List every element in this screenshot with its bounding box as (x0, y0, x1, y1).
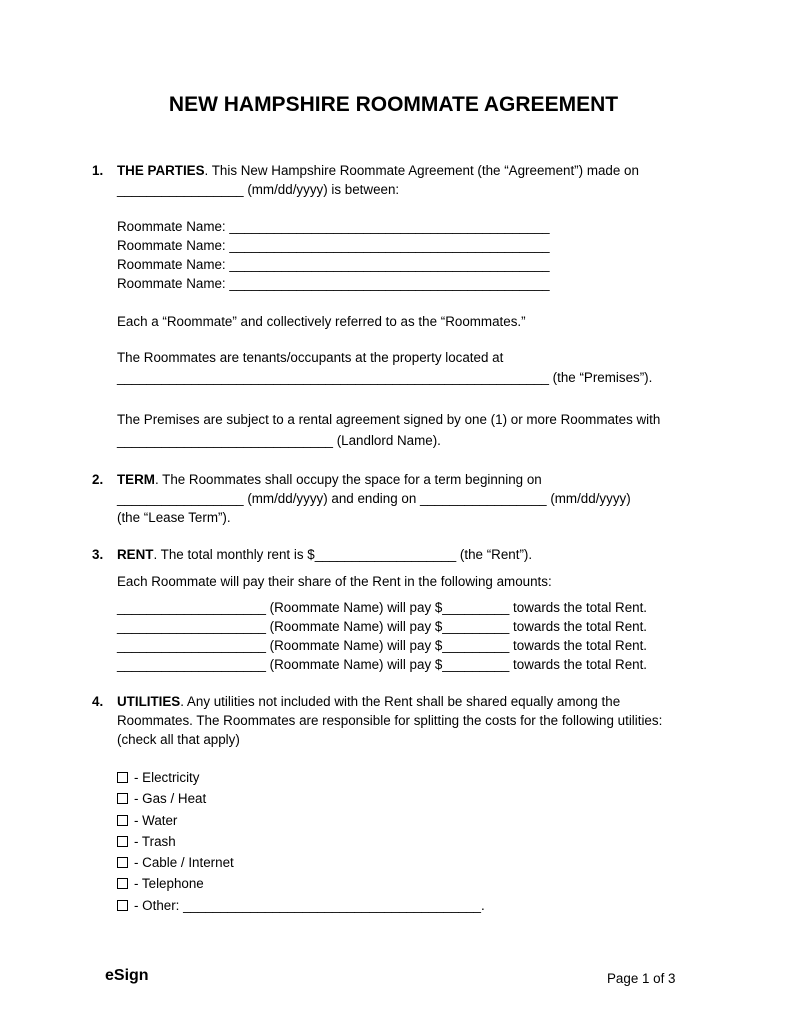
utility-label: - Cable / Internet (134, 855, 234, 870)
premises-field[interactable]: __________________________________________________________ (the “Premises”). (117, 370, 653, 385)
collective-text: Each a “Roommate” and collectively referred to as the “Roommates.” (117, 314, 526, 329)
roommate-name-field[interactable]: Roommate Name: ___________________________________________ (117, 219, 550, 234)
section-number: 3. (92, 547, 104, 562)
term-line-3: (the “Lease Term”). (117, 510, 231, 525)
rent-share-row[interactable]: ____________________ (Roommate Name) will pay $_________ towards the total Rent. (117, 638, 648, 653)
term-line-1 (117, 473, 542, 486)
section-number: 2. (92, 472, 104, 487)
roommate-name-field[interactable]: Roommate Name: ___________________________________________ (117, 238, 550, 253)
utility-label: - Gas / Heat (134, 791, 207, 806)
term-text-1: . The Roommates shall occupy the space for a term beginning on (154, 472, 542, 487)
parties-heading: THE PARTIES (117, 163, 205, 178)
utility-option-other[interactable] (117, 899, 485, 912)
utilities-line-3: (check all that apply) (117, 732, 240, 747)
utility-option-water[interactable] (117, 814, 177, 827)
utilities-heading: UTILITIES (117, 694, 181, 709)
utilities-line-1 (117, 695, 620, 708)
section-number: 4. (92, 694, 104, 709)
roommate-name-field[interactable]: Roommate Name: ___________________________________________ (117, 257, 550, 272)
utilities-line-2: Roommates. The Roommates are responsible for splitting the costs for the following utilities: (117, 713, 663, 728)
utility-option-trash[interactable] (117, 835, 176, 848)
roommate-name-field[interactable]: Roommate Name: ___________________________________________ (117, 276, 550, 291)
utility-option-gas-heat[interactable] (117, 792, 206, 805)
esign-logo: eSign (105, 967, 149, 984)
checkbox-icon[interactable] (117, 836, 128, 847)
rent-share-row[interactable]: ____________________ (Roommate Name) will pay $_________ towards the total Rent. (117, 600, 648, 615)
landlord-name-field[interactable]: _____________________________ (Landlord Name). (117, 433, 441, 448)
rent-text-1[interactable]: . The total monthly rent is $___________________ (the “Rent”). (153, 547, 533, 562)
page-number: Page 1 of 3 (607, 971, 676, 986)
rental-text: The Premises are subject to a rental agreement signed by one (1) or more Roommates with (117, 412, 661, 427)
premises-text: The Roommates are tenants/occupants at the property located at (117, 350, 504, 365)
checkbox-icon[interactable] (117, 815, 128, 826)
utility-label: - Telephone (134, 876, 204, 891)
section-number: 1. (92, 163, 104, 178)
checkbox-icon[interactable] (117, 900, 128, 911)
parties-line-2[interactable]: _________________ (mm/dd/yyyy) is between: (117, 182, 400, 197)
rent-share-row[interactable]: ____________________ (Roommate Name) will pay $_________ towards the total Rent. (117, 657, 648, 672)
term-dates-field[interactable]: _________________ (mm/dd/yyyy) and ending on _________________ (mm/dd/yyyy) (117, 491, 631, 506)
checkbox-icon[interactable] (117, 857, 128, 868)
rent-heading: RENT (117, 547, 154, 562)
checkbox-icon[interactable] (117, 772, 128, 783)
page-title: NEW HAMPSHIRE ROOMMATE AGREEMENT (168, 93, 619, 116)
utility-option-electricity[interactable] (117, 771, 199, 784)
rent-line-2: Each Roommate will pay their share of the Rent in the following amounts: (117, 574, 552, 589)
utility-label: - Electricity (134, 770, 200, 785)
utility-option-cable-internet[interactable] (117, 856, 234, 869)
utility-option-telephone[interactable] (117, 877, 204, 890)
parties-line-1 (117, 164, 639, 177)
utility-label[interactable]: - Other: ________________________________________. (134, 898, 485, 913)
checkbox-icon[interactable] (117, 878, 128, 889)
term-heading: TERM (117, 472, 155, 487)
utility-label: - Water (134, 813, 178, 828)
utility-label: - Trash (134, 834, 176, 849)
rent-share-row[interactable]: ____________________ (Roommate Name) will pay $_________ towards the total Rent. (117, 619, 648, 634)
utilities-text-1: . Any utilities not included with the Rent shall be shared equally among the (180, 694, 621, 709)
checkbox-icon[interactable] (117, 793, 128, 804)
rent-line-1[interactable] (117, 548, 532, 561)
parties-text-1: . This New Hampshire Roommate Agreement (the “Agreement”) made on (204, 163, 639, 178)
